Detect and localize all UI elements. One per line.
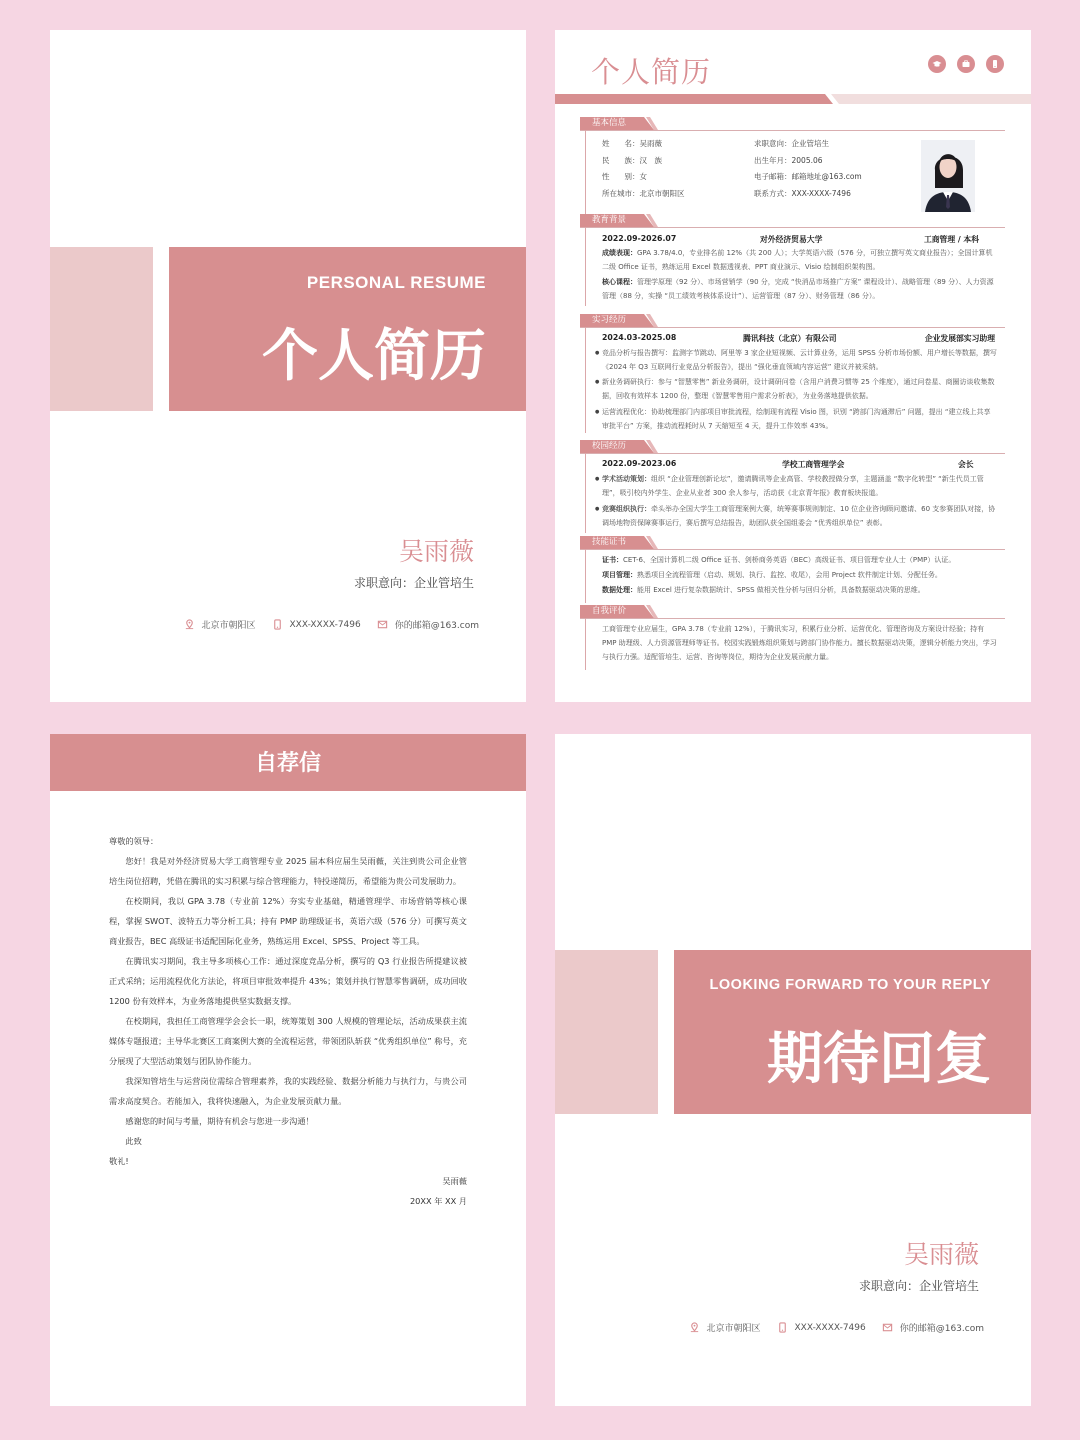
edu-major: 工商管理 / 本科 [923, 235, 979, 244]
back-contacts [689, 1321, 985, 1334]
contact-location-text: 北京市朝阳区 [706, 1324, 761, 1334]
graduation-cap-icon [928, 55, 946, 73]
intern-company: 腾讯科技（北京）有限公司 [743, 334, 837, 343]
section-edu: 教育背景 [592, 215, 627, 225]
campus-date: 2022.09-2023.06 [602, 459, 677, 468]
letter-paragraph: 我深知管培生与运营岗位需综合管理素养，我的实践经验、数据分析能力与执行力，与贵公司需求高度契合。若能加入，我将快速融入，为企业发展贡献力量。 [109, 1076, 467, 1106]
section-rule [580, 453, 1005, 454]
skill-line: 数据处理：能用 Excel 进行复杂数据统计、SPSS 做相关性分析与回归分析，具备数据驱动决策的思维。 [602, 586, 925, 594]
back-light-block [555, 950, 658, 1114]
section-basic: 基本信息 [592, 118, 627, 128]
cover-page [50, 30, 526, 702]
edu-school: 对外经济贸易大学 [760, 235, 823, 244]
mail-icon [882, 1322, 893, 1333]
contact-phone-text: XXX-XXXX-7496 [289, 619, 361, 630]
campus-role: 会长 [958, 460, 974, 469]
intern-bullet: ● 新业务调研执行：参与 “智慧零售” 新业务调研，设计调研问卷（含用户消费习惯等 25 个维度），通过问卷星、商圈访谈收集数据，回收有效样本 1200 份，整理《智慧零售用户需求分析表》，为业务落地提供依据。 [602, 375, 997, 403]
intern-date: 2024.03-2025.08 [602, 333, 677, 342]
contact-location [689, 1321, 761, 1334]
edu-performance: 成绩表现：GPA 3.78/4.0，专业排名前 12%（共 200 人）；大学英语六级（576 分，可独立撰写英文商业报告）；全国计算机二级 Office 证书，熟练运用 Excel 数据透视表、PPT 商业演示、Visio 绘制组织架构图。 [602, 249, 993, 271]
campus-org: 学校工商管理学会 [782, 460, 845, 469]
contact-email-text: 你的邮箱@163.com [394, 621, 479, 631]
contact-location-text: 北京市朝阳区 [201, 621, 256, 631]
section-eval: 自我评价 [592, 606, 627, 616]
campus-bullet: ● 学术活动策划：组织 “企业管理创新论坛”，邀请腾讯等企业高管、学校教授做分享，主题涵盖 “数字化转型” “新生代员工管理”，吸引校内外学生、企业从业者 300 余人参与，活动获《北京青年报》教育板块报道。 [602, 472, 997, 500]
skill-line: 项目管理：熟悉项目全流程管理（启动、规划、执行、监控、收尾），会用 Project 软件制定计划、分配任务。 [602, 571, 942, 579]
contact-email-text: 你的邮箱@163.com [899, 1324, 984, 1334]
letter-body [109, 831, 467, 1211]
info-ethnicity: 民 族：汉 族 [602, 155, 662, 165]
info-name: 姓 名：吴雨薇 [602, 139, 662, 148]
resume-title: 个人简历 [591, 55, 712, 89]
basic-info-left [602, 138, 685, 204]
phone-icon [272, 619, 283, 630]
section-rule [580, 130, 1005, 131]
profile-photo [921, 140, 975, 212]
header-bar [555, 94, 1031, 104]
letter-salute: 敬礼! [109, 1156, 129, 1166]
letter-greeting: 尊敬的领导： [109, 836, 159, 846]
letter-paragraph: 在腾讯实习期间，我主导多项核心工作：通过深度竞品分析，撰写的 Q3 行业报告所提建议被正式采纳；运用流程优化方法论，将项目审批效率提升 43%；策划并执行智慧零售调研，成功回收 1200 份有效样本，为业务落地提供坚实数据支撑。 [109, 956, 467, 1006]
contact-location [184, 618, 256, 631]
phone-icon [777, 1322, 788, 1333]
mobile-icon [986, 55, 1004, 73]
contact-email [377, 618, 479, 631]
section-campus: 校园经历 [592, 441, 627, 451]
section-rule [580, 549, 1005, 550]
info-city: 所在城市：北京市朝阳区 [602, 188, 685, 198]
timeline-line [585, 130, 586, 215]
campus-bullet: ● 竞赛组织执行：牵头举办全国大学生工商管理案例大赛，统筹赛事规则制定、10 位企业咨询顾问邀请、60 支参赛团队对接，协调场地物资保障赛事运行，赛后撰写总结报告，助团队获全国组委会 “优秀组织单位” 表彰。 [602, 502, 997, 530]
contact-email [882, 1321, 984, 1334]
info-birth: 出生年月：2005.06 [754, 155, 823, 165]
timeline-line [585, 453, 586, 533]
letter-date: 20XX 年 XX 月 [409, 1196, 467, 1206]
cover-light-block [50, 247, 153, 411]
intern-bullet: ● 竞品分析与报告撰写：监测字节跳动、阿里等 3 家企业短视频、云计算业务，运用 SPSS 分析市场份额、用户增长等数据，撰写《2024 年 Q3 互联网行业竞品分析报告》，提出 “强化垂直领域内容运营” 建议并被采纳。 [602, 346, 997, 374]
timeline-line [585, 227, 586, 306]
back-cn-title: 期待回复 [767, 1027, 991, 1092]
info-intent: 求职意向：企业管培生 [754, 139, 829, 148]
section-rule [580, 618, 1005, 619]
location-pin-icon [184, 619, 195, 630]
timeline-line [585, 327, 586, 433]
cover-contacts [184, 618, 480, 631]
cover-cn-title: 个人简历 [262, 324, 486, 389]
back-job-intent: 求职意向：企业管培生 [858, 1279, 979, 1293]
contact-phone-text: XXX-XXXX-7496 [794, 1322, 866, 1333]
intern-role: 企业发展部实习助理 [924, 334, 995, 343]
edu-date: 2022.09-2026.07 [602, 234, 677, 243]
info-gender: 性 别：女 [602, 172, 647, 181]
info-email: 电子邮箱：邮箱地址@163.com [754, 172, 862, 181]
info-phone: 联系方式：XXX-XXXX-7496 [754, 188, 851, 198]
letter-paragraph: 在校期间，我以 GPA 3.78（专业前 12%）夯实专业基础，精通管理学、市场营销等核心课程，掌握 SWOT、波特五力等分析工具；持有 PMP 助理级证书，英语六级（576 分）可撰写英文商业报告，BEC 高级证书适配国际化业务，熟练运用 Excel、SPSS、Project 等工具。 [109, 896, 467, 946]
timeline-line [585, 618, 586, 670]
cover-name: 吴雨薇 [398, 537, 474, 566]
skill-line: 证书：CET-6、全国计算机二级 Office 证书、剑桥商务英语（BEC）高级证书、项目管理专业人士（PMP）认证。 [602, 556, 956, 564]
cover-job-intent: 求职意向：企业管培生 [353, 576, 474, 590]
back-cover-page [555, 734, 1031, 1406]
section-rule [580, 227, 1005, 228]
edu-courses: 核心课程：管理学原理（92 分）、市场营销学（90 分，完成 “快消品市场推广方案” 课程设计）、战略管理（89 分）、人力资源管理（88 分，实操 “员工绩效考核体系设计”）、运营管理（87 分）、财务管理（86 分）。 [602, 278, 994, 300]
cover-letter-page [50, 734, 526, 1406]
timeline-line [585, 549, 586, 603]
intern-bullet: ● 运营流程优化：协助梳理部门内部项目审批流程，绘制现有流程 Visio 图，识别 “跨部门沟通滞后” 问题，提出 “建立线上共享审批平台” 方案，推动流程耗时从 7 天缩短至 4 天，提升工作效率 43%。 [602, 405, 997, 433]
letter-paragraph: 感谢您的时间与考量，期待有机会与您进一步沟通！ [125, 1116, 314, 1126]
section-rule [580, 327, 1005, 328]
self-evaluation: 工商管理专业应届生，GPA 3.78（专业前 12%），于腾讯实习，积累行业分析、运营优化、管理咨询及方案设计经验；持有 PMP 助理级、人力资源管理师等证书。校园实践锻炼组织策划与跨部门协作能力。擅长数据驱动决策，逻辑分析能力突出，学习与执行力强。适配管培生、运营、咨询等岗位，期待为企业发展贡献力量。 [602, 625, 997, 661]
section-intern: 实习经历 [592, 315, 627, 325]
back-name: 吴雨薇 [903, 1240, 979, 1269]
back-en-title: LOOKING FORWARD TO YOUR REPLY [709, 977, 991, 993]
contact-phone [272, 619, 361, 630]
letter-title: 自荐信 [254, 751, 321, 776]
cover-en-title: PERSONAL RESUME [306, 273, 486, 292]
basic-info-right [754, 138, 862, 204]
contact-phone [777, 1322, 866, 1333]
letter-paragraph: 在校期间，我担任工商管理学会会长一职，统筹策划 300 人规模的管理论坛，活动成果获主流媒体专题报道；主导华北赛区工商案例大赛的全流程运营，带领团队斩获 “优秀组织单位” 称号，充分展现了大型活动策划与团队协作能力。 [109, 1016, 467, 1066]
mail-icon [377, 619, 388, 630]
briefcase-icon [957, 55, 975, 73]
letter-signature: 吴雨薇 [442, 1176, 467, 1186]
letter-closing: 此致 [125, 1136, 142, 1146]
letter-paragraph: 您好！我是对外经济贸易大学工商管理专业 2025 届本科应届生吴雨薇，关注到贵公司企业管培生岗位招聘，凭借在腾讯的实习积累与综合管理能力，特投递简历，希望能为贵公司发展助力。 [109, 856, 467, 886]
header-icons [917, 55, 1004, 73]
resume-page [555, 30, 1031, 702]
section-skills: 技能证书 [592, 537, 627, 547]
location-pin-icon [689, 1322, 700, 1333]
